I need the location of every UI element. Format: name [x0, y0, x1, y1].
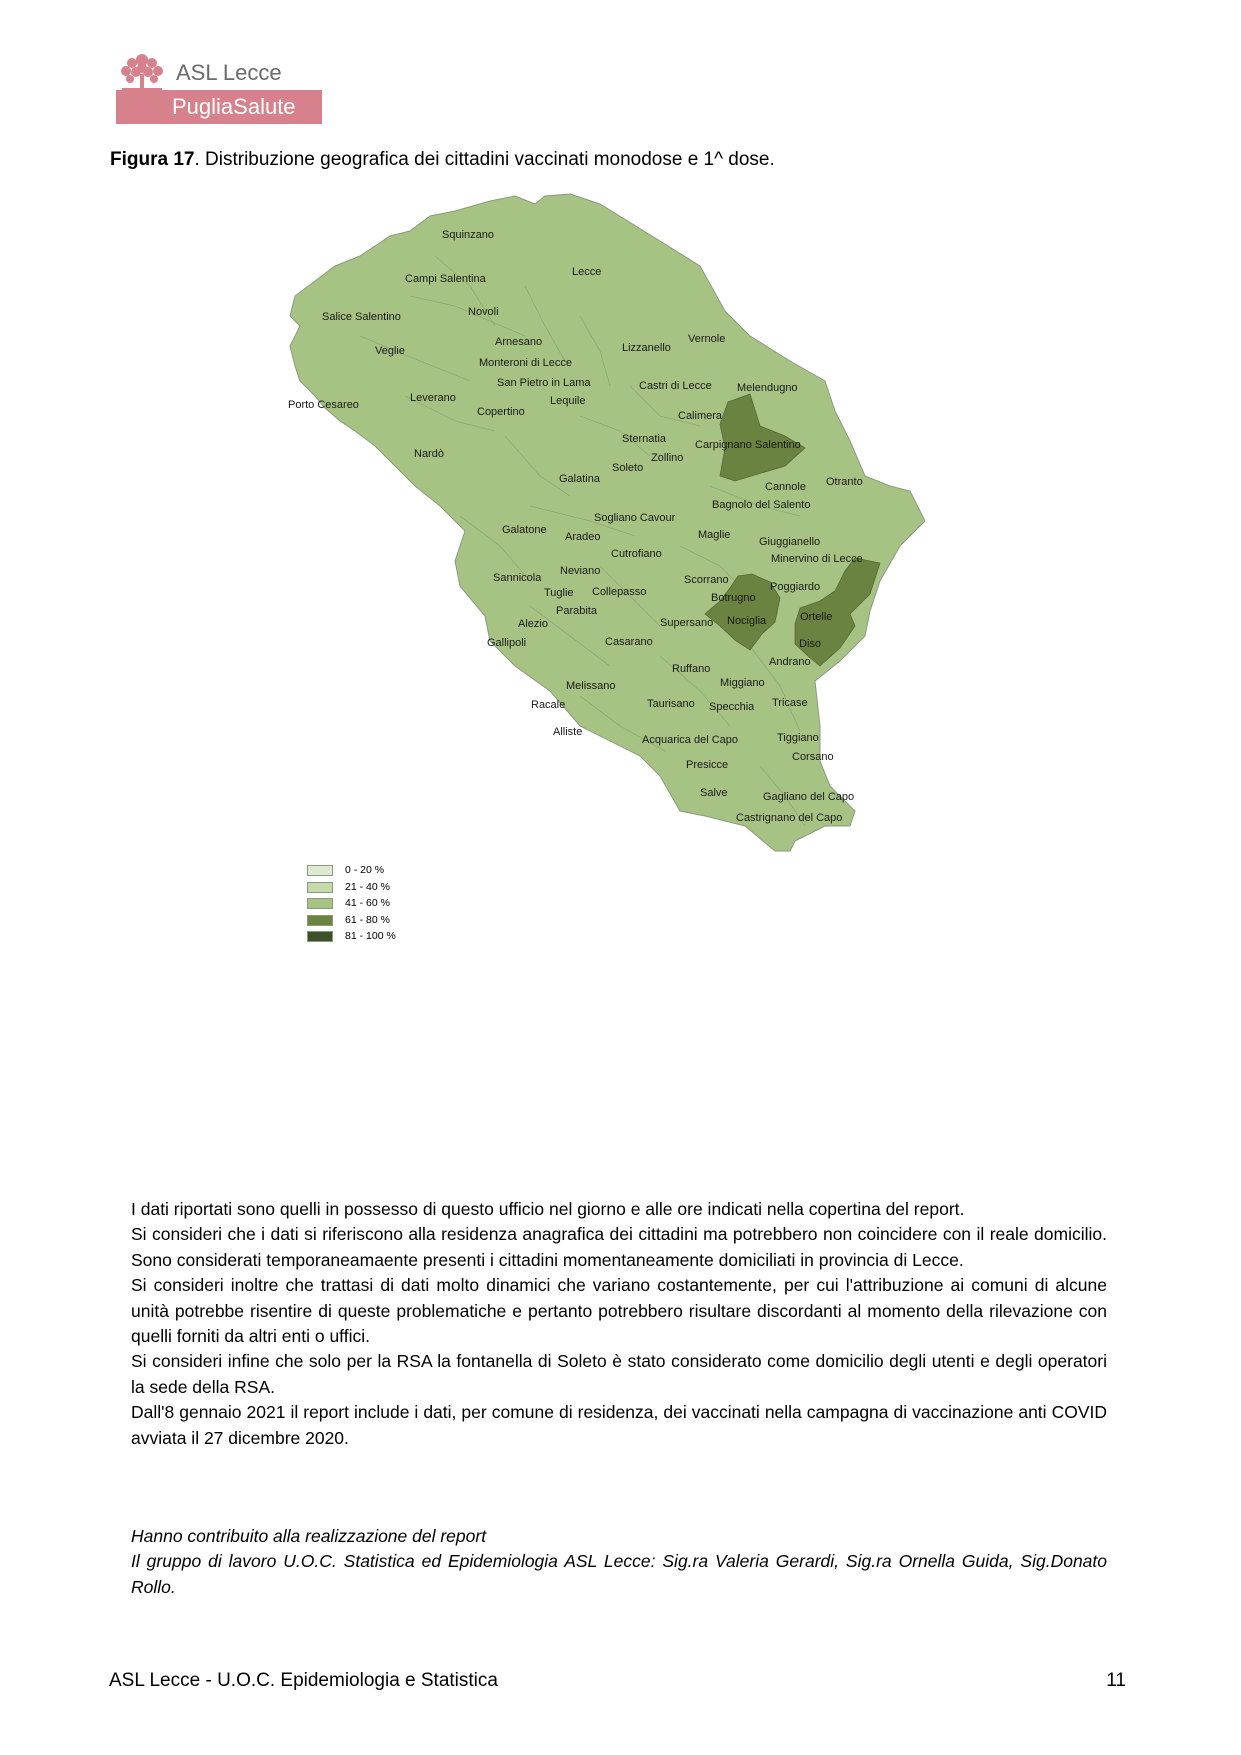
svg-text:Veglie: Veglie	[375, 345, 405, 357]
svg-text:Galatina: Galatina	[559, 473, 600, 485]
svg-text:Castri di Lecce: Castri di Lecce	[639, 380, 712, 392]
note-paragraph: Dall'8 gennaio 2021 il report include i dati, per comune di residenza, dei vaccinati nella campagna di vaccinazione anti COVID avviata il 27 dicembre 2020.	[131, 1402, 1107, 1448]
svg-text:Arnesano: Arnesano	[495, 336, 543, 348]
svg-text:Ortelle: Ortelle	[800, 611, 833, 623]
svg-text:Diso: Diso	[799, 638, 822, 650]
svg-text:Nardò: Nardò	[414, 448, 444, 460]
svg-text:Alezio: Alezio	[518, 618, 548, 630]
legend-item	[307, 862, 427, 879]
figure-label: Figura 17	[110, 149, 195, 170]
legend-label: 21 - 40 %	[345, 880, 390, 893]
svg-text:San Pietro in Lama: San Pietro in Lama	[497, 377, 591, 389]
svg-text:Acquarica del Capo: Acquarica del Capo	[642, 734, 739, 746]
svg-text:Collepasso: Collepasso	[592, 586, 647, 598]
svg-text:Taurisano: Taurisano	[647, 698, 695, 710]
svg-text:Squinzano: Squinzano	[442, 229, 494, 241]
svg-text:Tricase: Tricase	[772, 697, 808, 709]
svg-text:Salice Salentino: Salice Salentino	[322, 311, 401, 323]
svg-text:Vernole: Vernole	[688, 333, 726, 345]
legend-swatch	[307, 915, 333, 926]
note-paragraph: I dati riportati sono quelli in possesso di questo ufficio nel giorno e alle ore indicati nella copertina del report.	[131, 1199, 965, 1219]
svg-text:Presicce: Presicce	[686, 759, 729, 771]
note-paragraph: Si consideri che i dati si riferiscono alla residenza anagrafica dei cittadini ma potrebbero non coincidere con il reale domicilio. Sono considerati temporaneamaente presenti i cittadini momentaneamente domiciliati in provincia di Lecce.	[131, 1224, 1107, 1270]
figure-caption-text: . Distribuzione geografica dei cittadini vaccinati monodose e 1^ dose.	[194, 149, 775, 170]
svg-text:Sannicola: Sannicola	[493, 572, 542, 584]
svg-text:Racale: Racale	[531, 699, 566, 711]
choropleth-map	[280, 186, 1020, 956]
svg-text:Cutrofiano: Cutrofiano	[611, 548, 662, 560]
svg-text:Monteroni di Lecce: Monteroni di Lecce	[479, 357, 572, 369]
svg-text:Sternatia: Sternatia	[622, 433, 667, 445]
svg-text:Otranto: Otranto	[826, 476, 863, 488]
svg-text:Copertino: Copertino	[477, 406, 525, 418]
svg-text:Melendugno: Melendugno	[737, 382, 798, 394]
svg-text:Soleto: Soleto	[612, 462, 644, 474]
svg-text:Tiggiano: Tiggiano	[777, 732, 819, 744]
footer-org: ASL Lecce - U.O.C. Epidemiologia e Statistica	[109, 1670, 498, 1691]
svg-text:Gagliano del Capo: Gagliano del Capo	[763, 791, 855, 803]
legend-item	[307, 879, 427, 896]
svg-text:Aradeo: Aradeo	[565, 531, 601, 543]
brand-band	[116, 90, 322, 124]
legend-swatch	[307, 931, 333, 942]
legend-label: 81 - 100 %	[345, 930, 396, 942]
svg-text:Leverano: Leverano	[410, 392, 456, 404]
svg-text:Zollino: Zollino	[651, 452, 684, 464]
svg-text:Carpignano Salentino: Carpignano Salentino	[695, 439, 801, 451]
svg-text:Specchia: Specchia	[709, 701, 755, 713]
svg-text:Poggiardo: Poggiardo	[770, 581, 821, 593]
svg-text:Scorrano: Scorrano	[684, 574, 729, 586]
legend-label: 61 - 80 %	[345, 913, 390, 926]
svg-text:Lizzanello: Lizzanello	[622, 342, 671, 354]
svg-text:Novoli: Novoli	[468, 306, 499, 318]
svg-text:Parabita: Parabita	[556, 605, 597, 617]
note-paragraph: Si consideri inoltre che trattasi di dati molto dinamici che variano costantemente, per cui l'attribuzione ai comuni di alcune unità potrebbe risentire di queste problematiche e pertanto potrebbero risultare discordanti al momento della rilevazione con quelli forniti da altri enti o uffici.	[131, 1275, 1107, 1347]
page-number: 11	[1106, 1670, 1126, 1691]
svg-text:Alliste: Alliste	[553, 726, 583, 738]
svg-text:Salve: Salve	[700, 787, 728, 799]
svg-text:Ruffano: Ruffano	[672, 663, 711, 675]
svg-text:Neviano: Neviano	[560, 565, 601, 577]
legend-swatch	[307, 882, 333, 893]
svg-text:Cannole: Cannole	[765, 481, 806, 493]
svg-text:Gallipoli: Gallipoli	[487, 637, 527, 649]
figure-caption	[110, 149, 775, 171]
svg-text:Minervino di Lecce: Minervino di Lecce	[771, 553, 863, 565]
legend-label: 0 - 20 %	[345, 864, 385, 876]
brand-subtitle: PugliaSalute	[172, 94, 296, 119]
org-name: ASL Lecce	[176, 60, 282, 85]
map-svg	[280, 186, 1020, 956]
legend-item	[307, 895, 427, 912]
map-legend	[307, 862, 427, 945]
svg-text:Andrano: Andrano	[769, 656, 811, 668]
legend-label: 41 - 60 %	[345, 897, 390, 909]
legend-item	[307, 912, 427, 929]
svg-text:Lecce: Lecce	[572, 266, 602, 278]
svg-text:Porto Cesareo: Porto Cesareo	[288, 399, 359, 411]
svg-text:Campi Salentina: Campi Salentina	[405, 273, 486, 285]
svg-text:Castrignano del Capo: Castrignano del Capo	[736, 812, 843, 824]
svg-text:Nociglia: Nociglia	[727, 615, 767, 627]
svg-text:Miggiano: Miggiano	[720, 677, 765, 689]
note-paragraph: Si consideri infine che solo per la RSA la fontanella di Soleto è stato considerato come domicilio degli utenti e degli operatori la sede della RSA.	[131, 1351, 1107, 1397]
notes-section	[131, 1197, 1107, 1451]
svg-text:Calimera: Calimera	[678, 410, 723, 422]
legend-swatch	[307, 865, 333, 876]
svg-text:Sogliano Cavour: Sogliano Cavour	[594, 512, 676, 524]
svg-text:Lequile: Lequile	[550, 395, 586, 407]
legend-item	[307, 928, 427, 945]
svg-text:Bagnolo del Salento: Bagnolo del Salento	[712, 499, 811, 511]
credits-text: Il gruppo di lavoro U.O.C. Statistica ed Epidemiologia ASL Lecce: Sig.ra Valeria Gerardi, Sig.ra Ornella Guida, Sig.Donato Rollo.	[131, 1551, 1107, 1597]
svg-text:Supersano: Supersano	[660, 617, 714, 629]
credits-heading: Hanno contribuito alla realizzazione del report	[131, 1526, 487, 1546]
svg-text:Maglie: Maglie	[698, 529, 731, 541]
svg-text:Casarano: Casarano	[605, 636, 653, 648]
credits-section	[131, 1524, 1107, 1600]
svg-text:Botrugno: Botrugno	[711, 592, 756, 604]
svg-text:Tuglie: Tuglie	[544, 587, 574, 599]
svg-text:Corsano: Corsano	[792, 751, 834, 763]
legend-swatch	[307, 898, 333, 909]
svg-text:Giuggianello: Giuggianello	[759, 536, 821, 548]
svg-text:Galatone: Galatone	[502, 524, 547, 536]
svg-text:Melissano: Melissano	[566, 680, 616, 692]
asl-logo	[116, 50, 326, 128]
